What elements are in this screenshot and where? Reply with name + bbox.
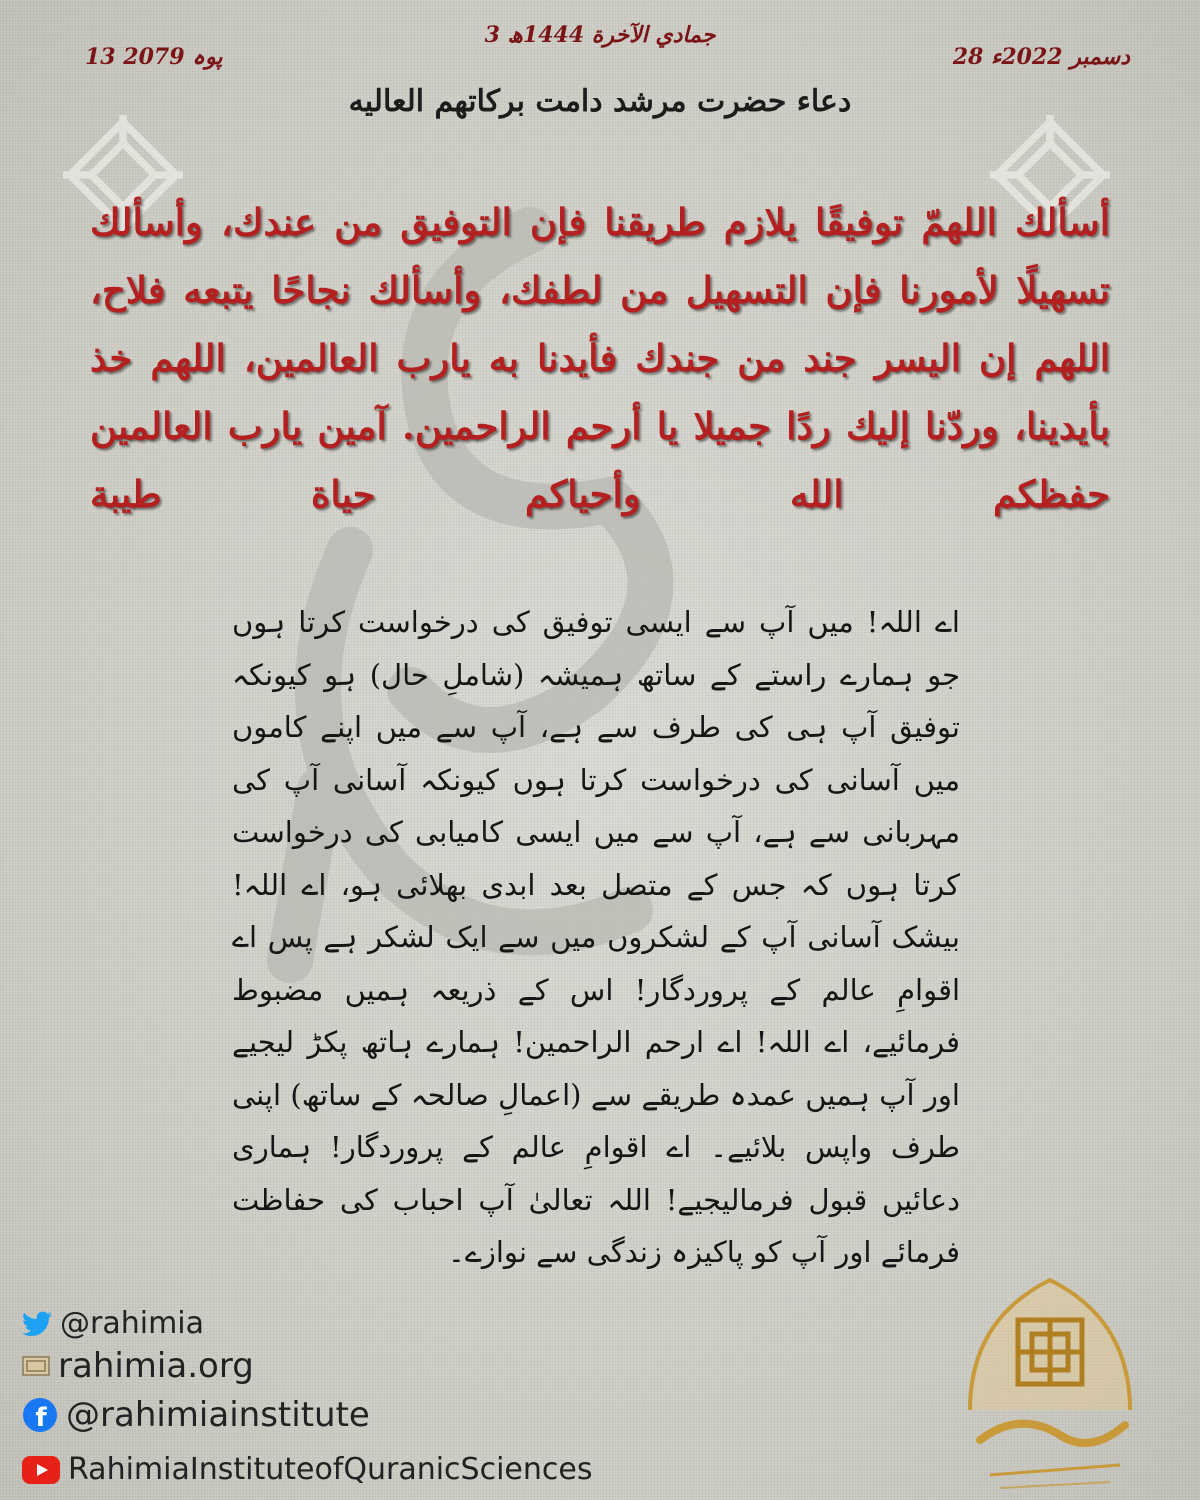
page-title: دعاء حضرت مرشد دامت برکاتهم العاليه xyxy=(348,84,852,119)
svg-text:f: f xyxy=(35,1403,47,1433)
twitter-icon xyxy=(22,1311,52,1337)
date-bikrami: 13 پوہ 2079 xyxy=(85,44,223,70)
dua-urdu-translation: اے اللہ! میں آپ سے ایسی توفیق کی درخواست کرتا ہوں جو ہمارے راستے کے ساتھ ہمیشہ (شاملِ حال) ہو کیونکہ توفیق آپ ہی کی طرف سے ہے، آپ سے میں اپنے کاموں میں آسانی کی درخواست کرتا ہوں کیونکہ آسانی آپ کی مہربانی سے ہے، آپ سے میں ایسی کامیابی کی درخواست کرتا ہوں کہ جس کے متصل بعد ابدی بھلائی ہو، اے اللہ! بیشک آسانی آپ کے لشکروں میں سے ایک لشکر ہے پس اے اقوامِ عالم کے پروردگار! اس کے ذریعہ ہمیں مضبوط فرمائیے، اے اللہ! اے ارحم الراحمین! ہمارے ہاتھ پکڑ لیجیے اور آپ ہمیں عمدہ طریقے سے (اعمالِ صالحہ کے ساتھ) اپنی طرف واپس بلائیے۔ اے اقوامِ عالم کے پروردگار! ہماری دعائیں قبول فرمالیجیے! اللہ تعالیٰ آپ احباب کی حفاظت فرمائے اور آپ کو پاکیزہ زندگی سے نوازے۔ xyxy=(232,605,960,1269)
website-url: rahimia.org xyxy=(58,1346,254,1386)
date-gregorian: 28 دسمبر 2022ء xyxy=(952,44,1130,70)
rahimia-logo-icon xyxy=(940,1260,1160,1500)
twitter-handle: @rahimia xyxy=(60,1306,205,1341)
twitter-link[interactable] xyxy=(22,1306,204,1341)
web-icon xyxy=(22,1354,50,1378)
facebook-icon xyxy=(22,1397,58,1433)
date-hijri: 3 جمادي الآخرة 1444ھ xyxy=(484,22,716,48)
facebook-handle: @rahimiainstitute xyxy=(66,1395,370,1435)
youtube-channel: RahimiaInstituteofQuranicSciences xyxy=(68,1452,593,1487)
facebook-link[interactable] xyxy=(22,1395,370,1435)
dua-arabic-text: أسألك اللهمّ توفيقًا يلازم طريقنا فإن التوفيق من عندك، وأسألك تسهيلًا لأمورنا فإن التسهيل من لطفك، وأسألك نجاحًا يتبعه فلاح، اللهم إن اليسر جند من جندك فأيدنا به يارب العالمين، اللهم خذ بأيدينا، وردّنا إليك ردًا جميلا يا أرحم الراحمين. آمين يارب العالمين حفظكم الله وأحياكم حياة طيبة xyxy=(90,200,1110,516)
youtube-link[interactable] xyxy=(22,1452,592,1487)
website-link[interactable] xyxy=(22,1346,254,1386)
youtube-icon xyxy=(22,1456,60,1484)
